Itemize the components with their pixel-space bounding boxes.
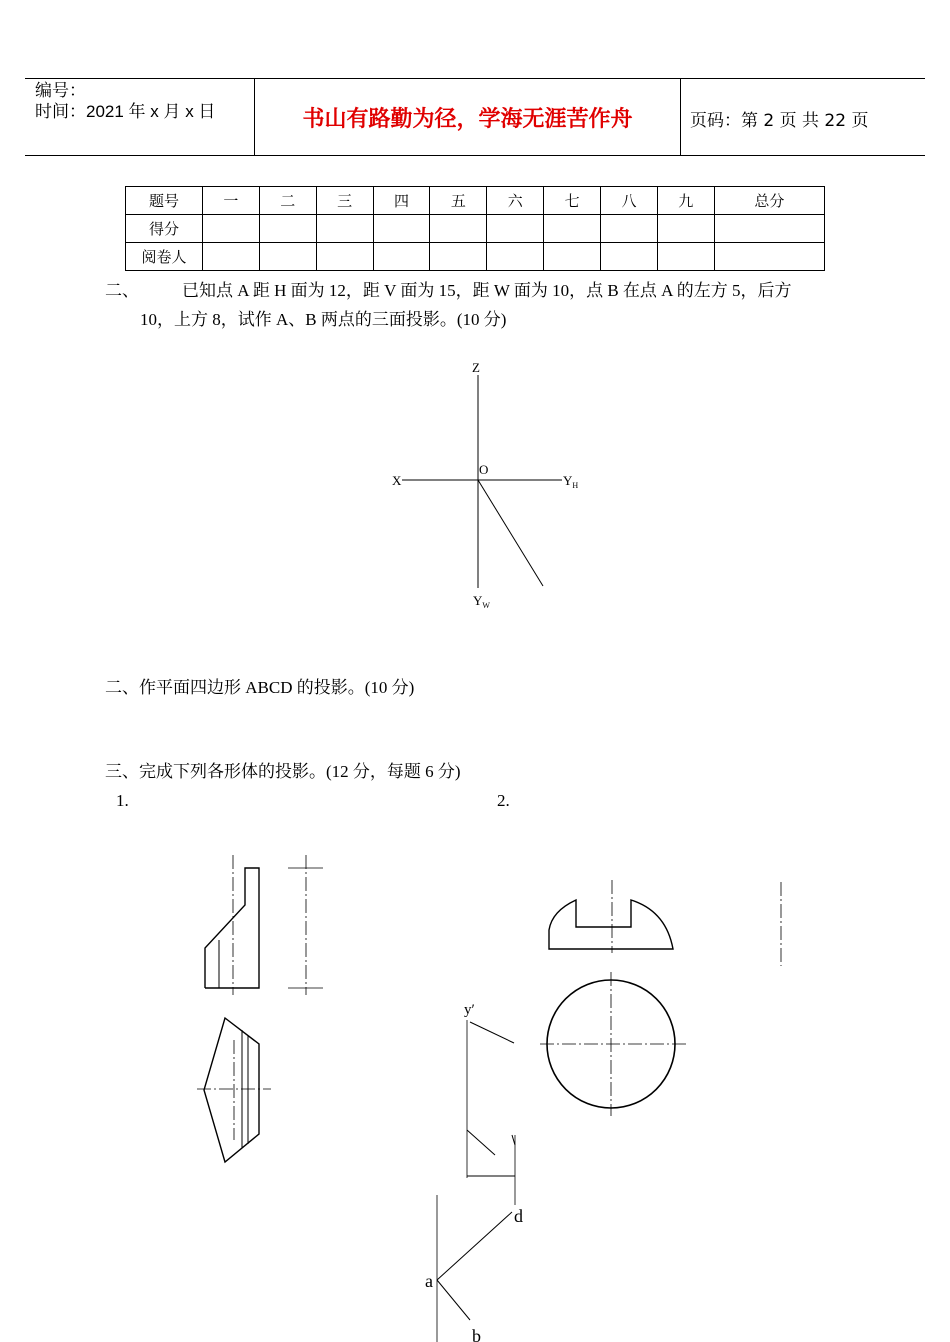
score-input-cell[interactable] (544, 215, 601, 243)
shape-1-front-view (195, 850, 335, 1000)
table-cell: 八 (601, 187, 658, 215)
question-1-number: 二、 (105, 281, 139, 300)
table-row-label: 阅卷人 (126, 243, 203, 271)
edge-a-b (437, 1280, 470, 1320)
score-input-cell[interactable] (544, 243, 601, 271)
axis-label-yw (473, 593, 490, 610)
question-3-sub-1: 1. (116, 791, 129, 810)
edge-a-d (437, 1212, 512, 1280)
score-input-cell[interactable] (657, 243, 714, 271)
score-input-cell[interactable] (714, 215, 824, 243)
question-2-text: 二、作平面四边形 ABCD 的投影。(10 分) (105, 678, 415, 697)
axis-label-yh (563, 473, 578, 490)
table-row-label: 得分 (126, 215, 203, 243)
table-cell: 题号 (126, 187, 203, 215)
score-table-row (126, 243, 825, 271)
date-label: 时间：2021 年 x 月 x 日 (35, 102, 216, 121)
shape-1-top-outline (204, 1018, 259, 1162)
header-bottom-rule (25, 155, 925, 156)
header-top-rule (25, 78, 925, 79)
shape-2-side-view-centerline (774, 880, 788, 970)
table-cell: 六 (487, 187, 544, 215)
axis-label-yh-main: Y (563, 473, 573, 488)
point-label-y-prime: y′ (464, 1002, 475, 1018)
score-input-cell[interactable] (487, 215, 544, 243)
score-input-cell[interactable] (714, 243, 824, 271)
point-label-b: b (472, 1326, 481, 1342)
table-cell: 七 (544, 187, 601, 215)
score-table-row (126, 215, 825, 243)
point-label-d: d (514, 1206, 523, 1226)
score-input-cell[interactable] (373, 215, 430, 243)
point-label-a: a (425, 1271, 433, 1291)
header-meta (35, 80, 215, 122)
axis-label-yw-sub: W (482, 601, 490, 610)
top-edge-line (470, 1022, 514, 1043)
question-3-text: 三、完成下列各形体的投影。(12 分，每题 6 分) (105, 762, 461, 781)
axis-label-yh-sub: H (572, 481, 579, 490)
score-input-cell[interactable] (430, 215, 487, 243)
axis-label-yw-main: Y (473, 593, 483, 608)
shape-1-front-outline (205, 868, 259, 988)
code-label: 编号： (35, 81, 86, 100)
page-info: 页码：第 2 页 共 22 页 (690, 111, 869, 131)
question-1-line-1: 已知点 A 距 H 面为 12，距 V 面为 15，距 W 面为 10，点 B 在点 A 的左方 5，后方 (182, 281, 792, 300)
table-cell: 一 (203, 187, 260, 215)
table-cell: 四 (373, 187, 430, 215)
score-input-cell[interactable] (601, 243, 658, 271)
score-table-header-row (126, 187, 825, 215)
score-input-cell[interactable] (316, 215, 373, 243)
table-cell: 九 (657, 187, 714, 215)
shape-2-top-view (538, 968, 693, 1118)
lower-edge-tick (512, 1135, 515, 1145)
score-input-cell[interactable] (203, 215, 260, 243)
question-1-line-2: 10，上方 8，试作 A、B 两点的三面投影。(10 分) (140, 310, 507, 329)
score-input-cell[interactable] (316, 243, 373, 271)
table-cell: 五 (430, 187, 487, 215)
score-input-cell[interactable] (601, 215, 658, 243)
score-input-cell[interactable] (373, 243, 430, 271)
axis-label-x: X (392, 473, 402, 488)
header-motto: 书山有路勤为径，学海无涯苦作舟 (302, 107, 633, 132)
projection-axes-diagram (380, 350, 590, 620)
quadrilateral-projection-drawing (420, 990, 530, 1342)
score-input-cell[interactable] (203, 243, 260, 271)
shape-2-front-view (540, 875, 685, 955)
table-cell: 二 (259, 187, 316, 215)
table-cell: 总分 (714, 187, 824, 215)
diagonal-45-line (478, 480, 543, 586)
score-table (125, 186, 825, 271)
score-input-cell[interactable] (487, 243, 544, 271)
table-cell: 三 (316, 187, 373, 215)
shape-2-front-outline (549, 900, 673, 949)
question-3-sub-2: 2. (497, 791, 510, 810)
axis-label-z: Z (472, 360, 480, 375)
shape-1-top-view (195, 1010, 275, 1170)
header-divider-right (680, 78, 681, 155)
score-input-cell[interactable] (657, 215, 714, 243)
lower-edge-line (467, 1130, 495, 1155)
score-input-cell[interactable] (430, 243, 487, 271)
score-input-cell[interactable] (259, 215, 316, 243)
axis-label-o: O (479, 462, 489, 477)
score-input-cell[interactable] (259, 243, 316, 271)
